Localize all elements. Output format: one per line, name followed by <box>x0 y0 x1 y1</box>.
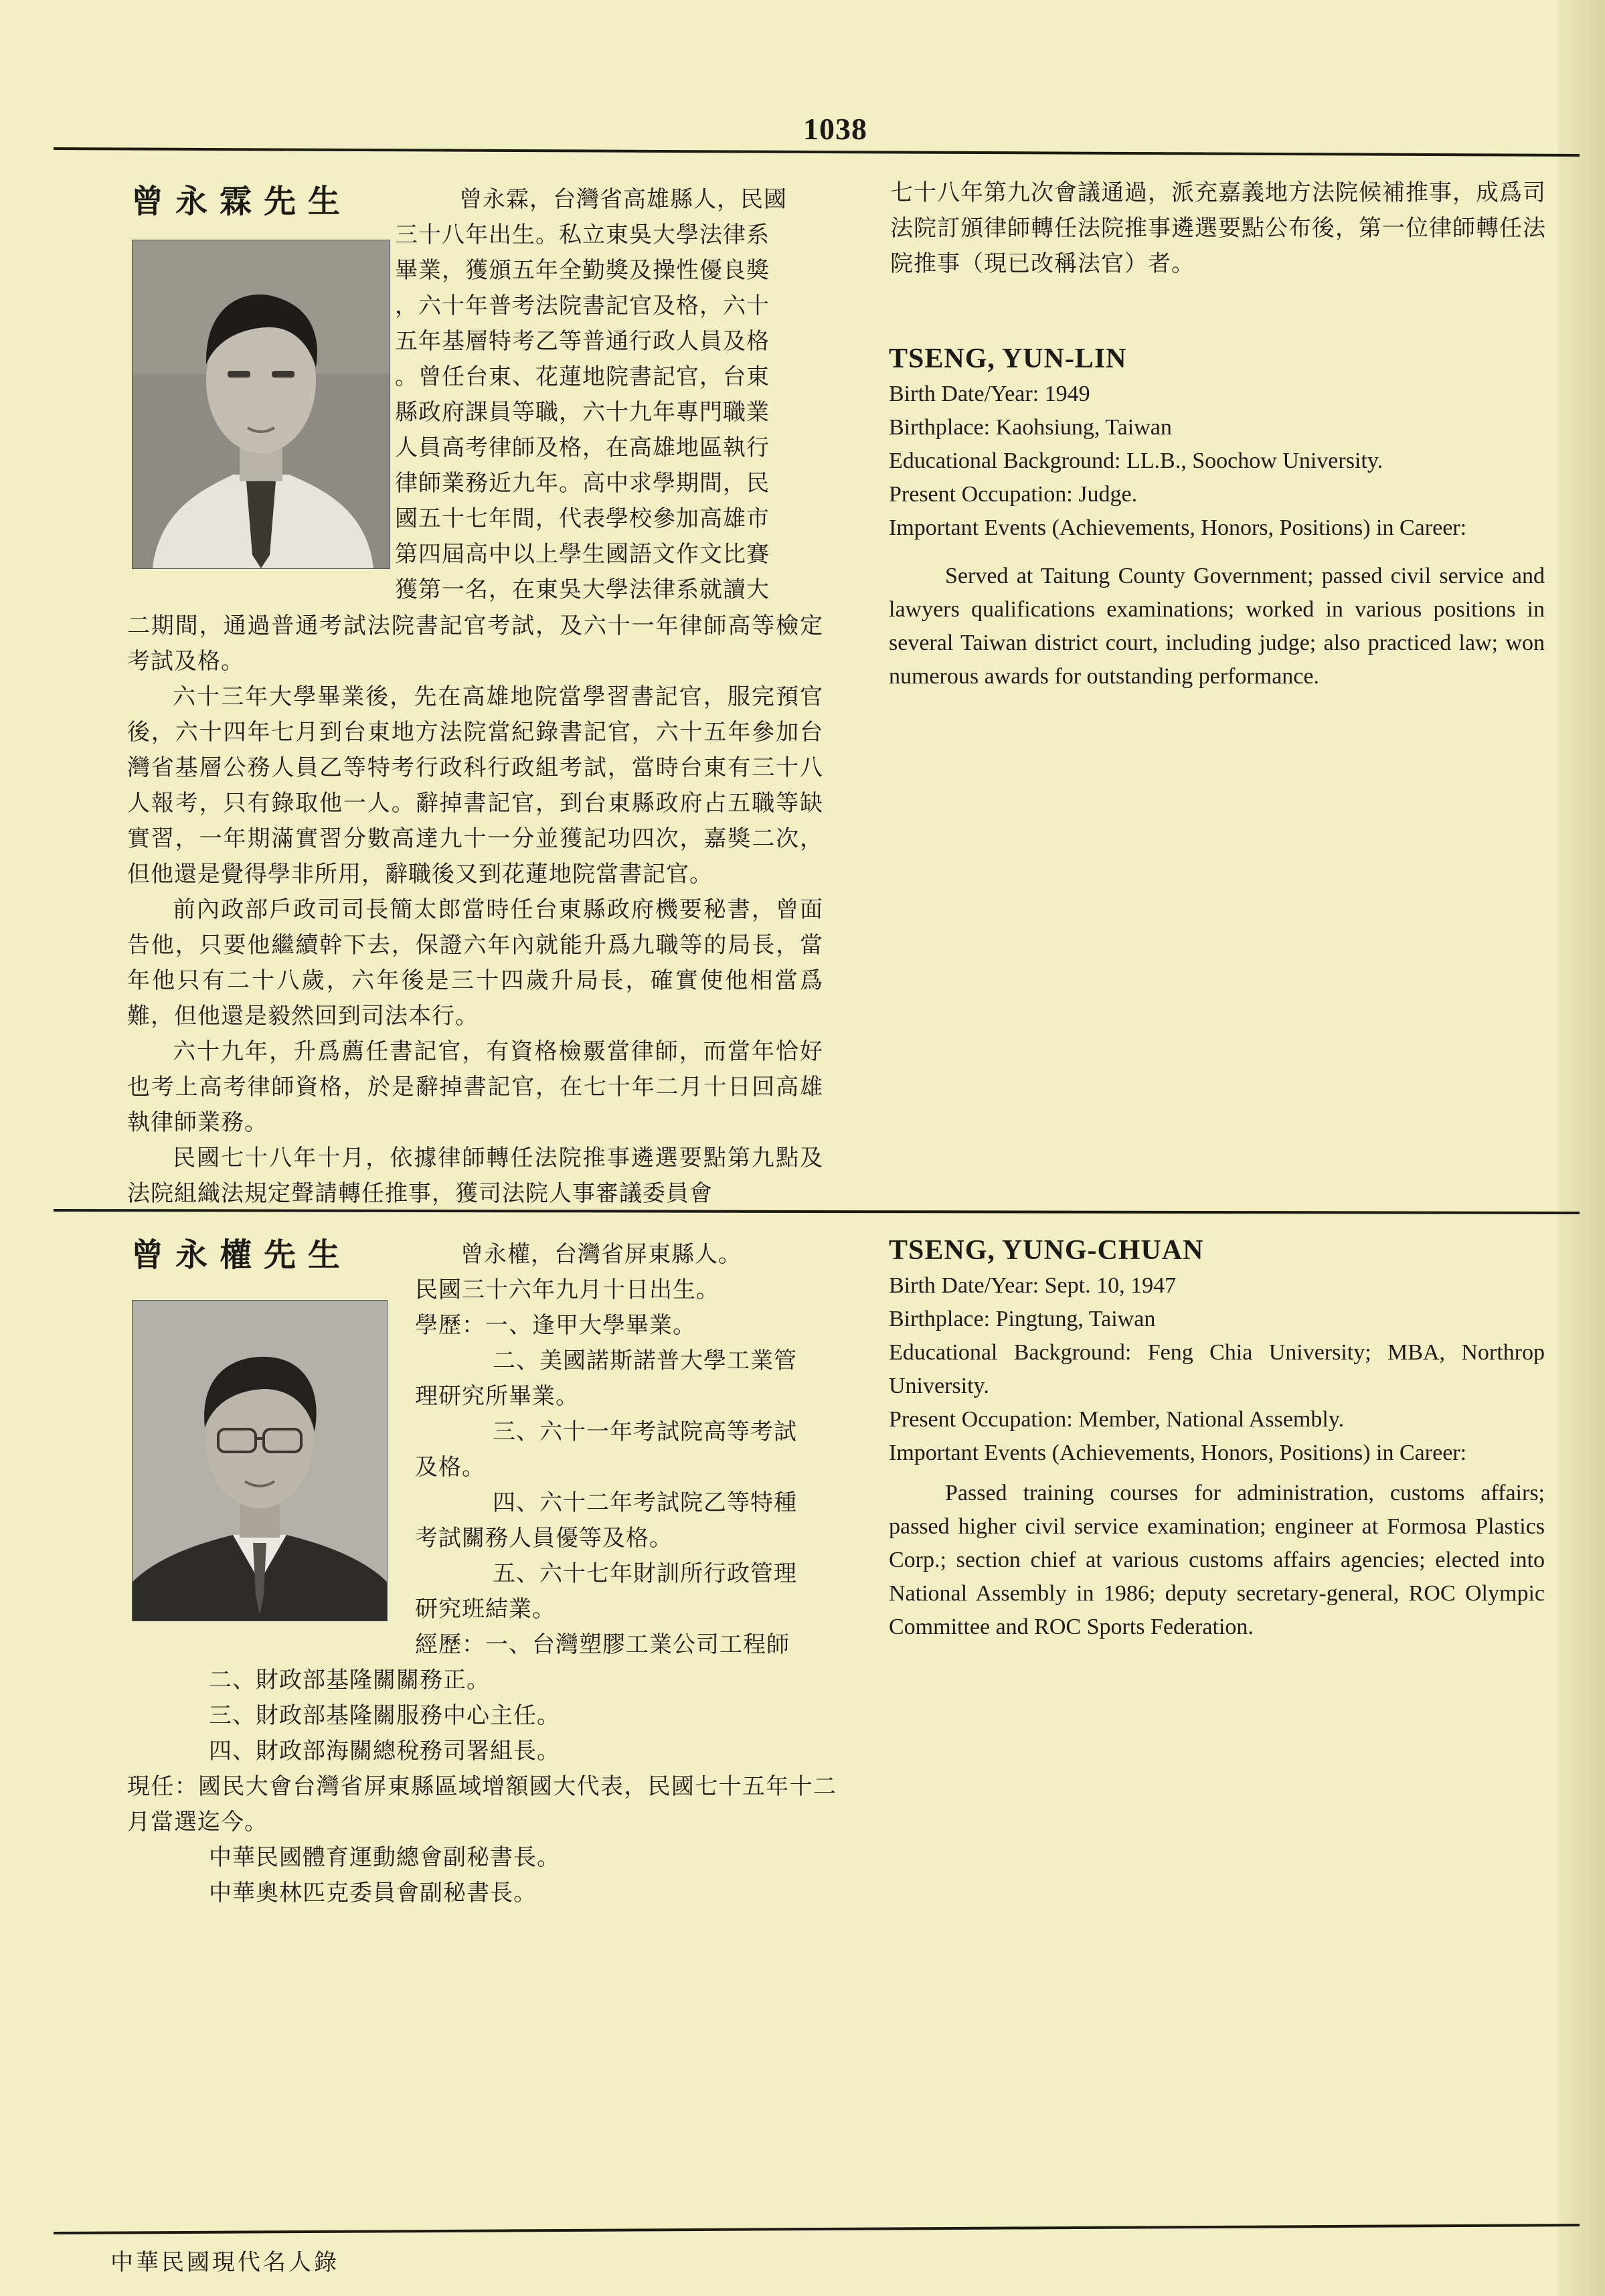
entry2-birth-date <box>889 1269 1545 1303</box>
entry2-portrait-photo <box>132 1300 388 1621</box>
entry1-bio-line: 畢業，獲頒五年全勤獎及操性優良獎 <box>395 257 770 284</box>
entry2-bio-line: 二、美國諾斯諾普大學工業管 <box>493 1347 797 1374</box>
entry1-events-label: Important Events (Achievements, Honors, Positions) in Career: <box>889 515 1467 540</box>
entry2-bio-line: 二、財政部基隆關關務正。 <box>209 1667 490 1694</box>
entry1-english <box>889 340 1545 693</box>
entry1-bio-line: 曾永霖，台灣省高雄縣人，民國 <box>459 186 787 213</box>
entry1-birthplace <box>889 411 1545 444</box>
entry1-bio-paragraph: 民國七十八年十月，依據律師轉任法院推事遴選要點第九點及法院組織法規定聲請轉任推事，獲司法院人事審議委員會 <box>127 1145 823 1207</box>
field-value: Member, National Assembly. <box>1078 1407 1345 1432</box>
page-edge <box>1558 0 1605 2296</box>
entry2-bio-line: 現任：國民大會台灣省屏東縣區域增額國大代表，民國七十五年十二月當選迄今。 <box>127 1773 837 1835</box>
entry2-bio-line: 考試關務人員優等及格。 <box>415 1525 673 1552</box>
field-value: Kaohsiung, Taiwan <box>995 415 1172 440</box>
field-value: Judge. <box>1078 482 1138 507</box>
bottom-rule <box>54 2224 1580 2234</box>
entry1-bio-line: 。曾任台東、花蓮地院書記官，台東 <box>395 363 770 390</box>
footer-book-title: 中華民國現代名人錄 <box>110 2249 339 2276</box>
entry1-name-en: TSENG, YUN-LIN <box>889 343 1127 374</box>
field-label: Birth Date/Year: <box>889 382 1039 406</box>
entry2-bio-line: 三、六十一年考試院高等考試 <box>493 1418 797 1445</box>
field-value: Pingtung, Taiwan <box>995 1307 1156 1331</box>
top-rule <box>54 147 1580 157</box>
page-number: 1038 <box>803 112 867 146</box>
field-label: Birthplace: <box>889 1307 991 1331</box>
field-label: Educational Background: <box>889 1340 1132 1365</box>
entry1-bio-paragraph: 二期間，通過普通考試法院書記官考試，及六十一年律師高等檢定考試及格。 <box>127 612 823 675</box>
entry1-bio-paragraph: 六十三年大學畢業後，先在高雄地院當學習書記官，服完預官後，六十四年七月到台東地方法院當紀錄書記官，六十五年參加台灣省基層公務人員乙等特考行政科行政組考試，當時台東有三十八人報考，只有錄取他一人。辭掉書記官，到台東縣政府占五職等缺實習，一年期滿實習分數高達九十一分並獲記功四次，嘉獎二次，但他還是覺得學非所用，辭職後又到花蓮地院當書記官。 <box>127 683 823 888</box>
entry1-bio-continued <box>890 175 1546 282</box>
field-label: Birthplace: <box>889 415 991 440</box>
entry2-bio-line: 民國三十六年九月十日出生。 <box>415 1277 720 1303</box>
entry2-bio-side <box>415 1237 830 1663</box>
entry1-bio-line: 五年基層特考乙等普通行政人員及格 <box>395 328 770 355</box>
entry2-bio-line: 學歷：一、逢甲大學畢業。 <box>415 1312 696 1339</box>
entry2-bio-line: 曾永權，台灣省屏東縣人。 <box>460 1241 742 1268</box>
field-value: 1949 <box>1044 382 1090 406</box>
entry2-english <box>889 1232 1545 1644</box>
field-label: Present Occupation: <box>889 482 1073 507</box>
field-label: Birth Date/Year: <box>889 1273 1039 1298</box>
entry2-bio-line: 四、財政部海關總稅務司署組長。 <box>209 1738 560 1765</box>
entry1-bio-body <box>127 608 823 1212</box>
entry2-occupation <box>889 1403 1545 1437</box>
field-value: LL.B., Soochow University. <box>1126 448 1383 473</box>
entry2-bio-full <box>127 1663 837 1911</box>
entry2-bio-line: 及格。 <box>415 1454 485 1481</box>
entry1-bio-line: ，六十年普考法院書記官及格，六十 <box>395 293 770 319</box>
field-label: Educational Background: <box>889 448 1121 473</box>
entry1-bio-continued-text: 七十八年第九次會議通過，派充嘉義地方法院候補推事，成爲司法院訂頒律師轉任法院推事遴選要點公布後，第一位律師轉任法院推事（現已改稱法官）者。 <box>890 179 1546 277</box>
field-value: Feng Chia University; MBA, Northrop University. <box>889 1340 1545 1398</box>
entry1-bio-line: 獲第一名，在東吳大學法律系就讀大 <box>395 576 770 603</box>
entry2-bio-line: 經歷：一、台灣塑膠工業公司工程師 <box>415 1631 790 1658</box>
entry1-bio-line: 縣政府課員等職，六十九年專門職業 <box>395 399 770 426</box>
entry2-name-zh: 曾永權先生 <box>131 1236 353 1274</box>
field-value: Sept. 10, 1947 <box>1044 1273 1177 1298</box>
field-label: Present Occupation: <box>889 1407 1073 1432</box>
entry2-bio-line: 中華奧林匹克委員會副秘書長。 <box>209 1880 537 1906</box>
entry1-bio-line: 人員高考律師及格，在高雄地區執行 <box>395 434 770 461</box>
entry2-bio-line: 研究班結業。 <box>415 1596 556 1623</box>
entry1-education <box>889 444 1545 478</box>
entry1-bio-line: 三十八年出生。私立東吳大學法律系 <box>395 222 770 248</box>
entry1-bio-paragraph: 前內政部戶政司司長簡太郎當時任台東縣政府機要秘書，曾面告他，只要他繼續幹下去，保證六年內就能升爲九職等的局長，當年他只有二十八歲，六年後是三十四歲升局長，確實使他相當爲難，但他還是毅然回到司法本行。 <box>127 896 823 1030</box>
entry1-bio-line: 國五十七年間，代表學校參加高雄市 <box>395 505 770 532</box>
entry2-events-label: Important Events (Achievements, Honors, Positions) in Career: <box>889 1441 1467 1465</box>
entry1-birth-date <box>889 378 1545 411</box>
entry1-name-zh: 曾永霖先生 <box>131 183 353 220</box>
entry2-bio-line: 三、財政部基隆關服務中心主任。 <box>209 1702 560 1729</box>
entry1-bio-intro <box>395 182 823 608</box>
entry2-birthplace <box>889 1303 1545 1336</box>
entry1-portrait-photo <box>132 240 390 569</box>
entry2-name-en: TSENG, YUNG-CHUAN <box>889 1235 1204 1266</box>
entry2-bio-line: 中華民國體育運動總會副秘書長。 <box>209 1844 560 1871</box>
entry1-occupation <box>889 478 1545 511</box>
entry2-education <box>889 1336 1545 1403</box>
entry2-bio-line: 四、六十二年考試院乙等特種 <box>493 1489 797 1516</box>
entry1-bio-line: 第四屆高中以上學生國語文作文比賽 <box>395 541 770 568</box>
entry2-events-text: Passed training courses for administration, customs affairs; passed higher civil service examination; engineer at Formosa Plastics Corp.; section chief at various customs affairs agencies; elected into National Assembly in 1986; deputy secretary-general, ROC Olympic Committee and ROC Sports Federation. <box>889 1481 1545 1639</box>
entry1-events-text: Served at Taitung County Government; passed civil service and lawyers qualifications examinations; worked in various positions in several Taiwan district court, including judge; also practiced law; won numerous awards for outstanding performance. <box>889 564 1545 689</box>
entry2-bio-line: 五、六十七年財訓所行政管理 <box>493 1560 797 1587</box>
entry2-bio-line: 理研究所畢業。 <box>415 1383 579 1410</box>
middle-rule <box>54 1209 1580 1214</box>
entry1-bio-line: 律師業務近九年。高中求學期間，民 <box>395 470 770 497</box>
entry1-bio-paragraph: 六十九年，升爲薦任書記官，有資格檢覈當律師，而當年恰好也考上高考律師資格，於是辭掉書記官，在七十年二月十日回高雄執律師業務。 <box>127 1038 823 1136</box>
